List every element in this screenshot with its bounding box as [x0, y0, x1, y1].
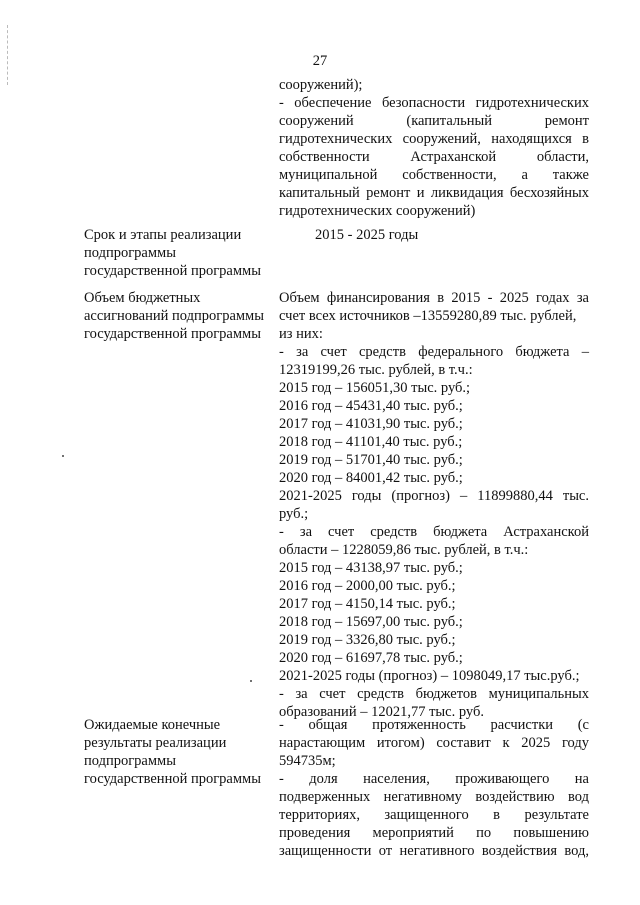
block3-label: [84, 289, 279, 343]
text-line: 2018 год – 15697,00 тыс. руб.;: [279, 614, 463, 630]
block3-value: [279, 289, 589, 721]
block2-label: [84, 226, 279, 280]
text-line: проведения мероприятий по повышению: [279, 825, 589, 841]
text-line: 2015 год – 43138,97 тыс. руб.;: [279, 560, 463, 576]
text-line: 2021-2025 годы (прогноз) – 1098049,17 тыс.руб.;: [279, 668, 580, 684]
label-line: подпрограммы: [84, 753, 176, 769]
text-line: руб.;: [279, 506, 309, 522]
text-line: 2020 год – 84001,42 тыс. руб.;: [279, 470, 463, 486]
text-line: подверженных негативному воздействию вод: [279, 789, 589, 805]
text-line: 594735м;: [279, 753, 336, 769]
text-line: 2016 год – 45431,40 тыс. руб.;: [279, 398, 463, 414]
block2-value: [279, 226, 589, 244]
scan-speck: [250, 680, 252, 682]
text-line: территориях, защищенного в результате: [279, 807, 589, 823]
text-line: 2017 год – 4150,14 тыс. руб.;: [279, 596, 456, 612]
text-line: - обеспечение безопасности гидротехнических: [279, 95, 589, 111]
text-line: счет всех источников –13559280,89 тыс. рублей,: [279, 308, 577, 324]
label-line: государственной программы: [84, 326, 261, 342]
text-line: из них:: [279, 326, 323, 342]
label-line: Срок и этапы реализации: [84, 227, 242, 243]
text-line: гидротехнических сооружений, находящихся в: [279, 131, 589, 147]
text-line: - за счет средств федерального бюджета –: [279, 344, 589, 360]
text-line: сооружений (капитальный ремонт: [279, 113, 589, 129]
block1-right: [279, 76, 589, 220]
scan-speck: [62, 455, 64, 457]
label-line: ассигнований подпрограммы: [84, 308, 264, 324]
label-line: результаты реализации: [84, 735, 227, 751]
text-line: защищенности от негативного воздействия вод,: [279, 843, 589, 859]
text-line: 2021-2025 годы (прогноз) – 11899880,44 тыс.: [279, 488, 589, 504]
text-line: 2019 год – 3326,80 тыс. руб.;: [279, 632, 456, 648]
text-line: - за счет средств бюджета Астраханской: [279, 524, 589, 540]
text-line: 2015 - 2025 годы: [315, 227, 419, 243]
text-line: 12319199,26 тыс. рублей, в т.ч.:: [279, 362, 473, 378]
text-line: сооружений);: [279, 77, 363, 93]
text-line: 2015 год – 156051,30 тыс. руб.;: [279, 380, 471, 396]
label-line: Ожидаемые конечные: [84, 717, 221, 733]
label-line: Объем бюджетных: [84, 290, 201, 306]
text-line: нарастающим итогом) составит к 2025 году: [279, 735, 589, 751]
text-line: - за счет средств бюджетов муниципальных: [279, 686, 589, 702]
text-line: Объем финансирования в 2015 - 2025 годах за: [279, 290, 589, 306]
block4-label: [84, 716, 279, 788]
page-number: 27: [312, 53, 328, 69]
label-line: подпрограммы: [84, 245, 176, 261]
text-line: 2017 год – 41031,90 тыс. руб.;: [279, 416, 463, 432]
text-line: муниципальной собственности, а также: [279, 167, 589, 183]
label-line: государственной программы: [84, 771, 261, 787]
text-line: 2016 год – 2000,00 тыс. руб.;: [279, 578, 456, 594]
text-line: гидротехнических сооружений): [279, 203, 476, 219]
text-line: области – 1228059,86 тыс. рублей, в т.ч.:: [279, 542, 529, 558]
text-line: - общая протяженность расчистки (с: [279, 717, 589, 733]
text-line: образований – 12021,77 тыс. руб.: [279, 704, 484, 720]
text-line: капитальный ремонт и ликвидация бесхозяйных: [279, 185, 589, 201]
text-line: 2020 год – 61697,78 тыс. руб.;: [279, 650, 463, 666]
block4-value: [279, 716, 589, 860]
label-line: государственной программы: [84, 263, 261, 279]
text-line: собственности Астраханской области,: [279, 149, 589, 165]
text-line: 2018 год – 41101,40 тыс. руб.;: [279, 434, 463, 450]
text-line: 2019 год – 51701,40 тыс. руб.;: [279, 452, 463, 468]
text-line: - доля населения, проживающего на: [279, 771, 589, 787]
